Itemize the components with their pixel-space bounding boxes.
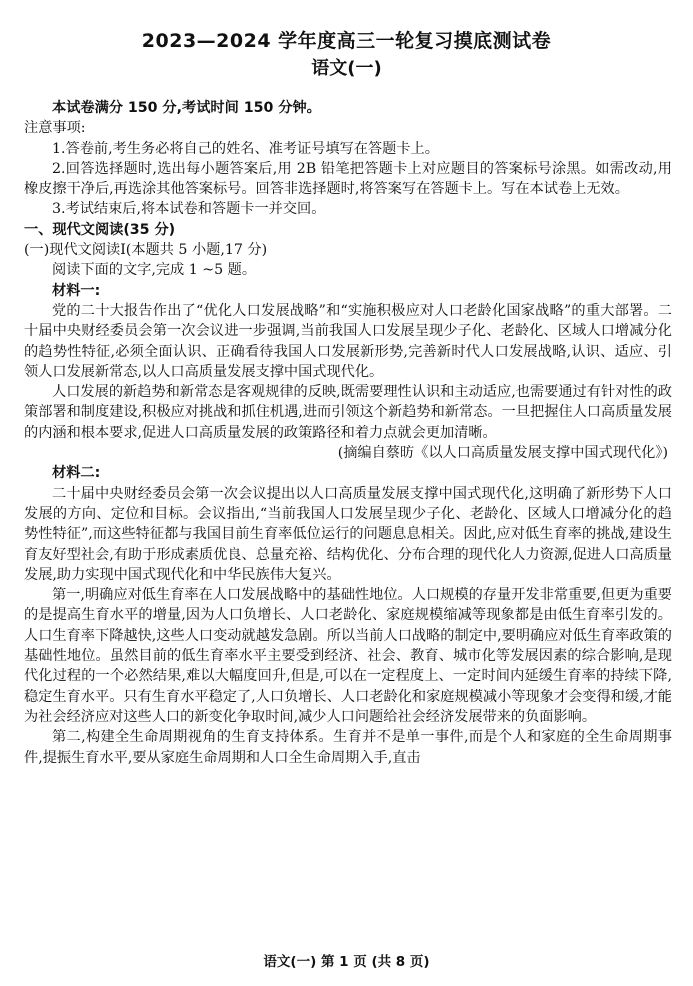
notice-item: 1.答卷前,考生务必将自己的姓名、准考证号填写在答题卡上。 (52, 140, 439, 157)
citation: (摘编自蔡昉《以人口高质量发展支撑中国式现代化》) (337, 445, 668, 462)
notice-item: 3.考试结束后,将本试卷和答题卡一并交回。 (52, 201, 326, 218)
section-heading: 一、现代文阅读(35 分) (24, 221, 176, 238)
reading-instruction: 阅读下面的文字,完成 1 ~5 题。 (52, 262, 257, 279)
page-footer: 语文(一) 第 1 页 (共 8 页) (263, 954, 430, 970)
material-two-label: 材料二: (52, 465, 101, 482)
exam-info: 本试卷满分 150 分,考试时间 150 分钟。 (52, 100, 321, 116)
material-paragraph: 人口发展的新趋势和新常态是客观规律的反映,既需要理性认识和主动适应,也需要通过有针对性的政策部署和制度建设,积极应对挑战和抓住机遇,进而引领这个新趋势和新常态。一旦把握住人口高质量发展的内涵和根本要求,促进人口高质量发展的政策路径和着力点就会更加清晰。 (24, 384, 672, 441)
exam-content (24, 98, 672, 768)
material-one-label: 材料一: (52, 282, 101, 299)
material-paragraph: 第一,明确应对低生育率在人口发展战略中的基础性地位。人口规模的存量开发非常重要,但更为重要的是提高生育水平的增量,因为人口负增长、人口老龄化、家庭规模缩减等现象都是由低生育率引发的。人口生育率下降越快,这些人口变动就越发急剧。所以当前人口战略的制定中,要明确应对低生育率政策的基础性地位。虽然目前的低生育率水平主要受到经济、社会、教育、城市化等发展因素的综合影响,是现代化过程的一个必然结果,难以大幅度回升,但是,可以在一定程度上、一定时间内延缓生育率的持续下降,稳定生育水平。只有生育水平稳定了,人口负增长、人口老龄化和家庭规模减小等现象才会变得和缓,才能为社会经济应对这些人口的新变化争取时间,减少人口问题给社会经济发展带来的负面影响。 (24, 587, 672, 725)
subsection-heading: (一)现代文阅读Ⅰ(本题共 5 小题,17 分) (24, 242, 268, 259)
exam-title: 2023—2024 学年度高三一轮复习摸底测试卷 (141, 30, 552, 52)
material-paragraph: 第二,构建全生命周期视角的生育支持体系。生育并不是单一事件,而是个人和家庭的全生命周期事件,提振生育水平,要从家庭生命周期和人口全生命周期入手,直击 (24, 729, 672, 766)
subject-subtitle: 语文(一) (311, 58, 382, 79)
notice-heading: 注意事项: (24, 120, 86, 137)
material-paragraph: 党的二十大报告作出了“优化人口发展战略”和“实施积极应对人口老龄化国家战略”的重大部署。二十届中央财经委员会第一次会议进一步强调,当前我国人口发展呈现少子化、老龄化、区域人口增减分化的趋势性特征,必须全面认识、正确看待我国人口发展新形势,完善新时代人口发展战略,认识、适应、引领人口发展新常态,以人口高质量发展支撑中国式现代化。 (24, 302, 672, 380)
material-paragraph: 二十届中央财经委员会第一次会议提出以人口高质量发展支撑中国式现代化,这明确了新形势下人口发展的方向、定位和目标。会议指出,“当前我国人口发展呈现少子化、老龄化、区域人口增减分化的趋势性特征”,而这些特征都与我国目前生育率低位运行的问题息息相关。因此,应对低生育率的挑战,建设生育友好型社会,有助于形成素质优良、总量充裕、结构优化、分布合理的现代化人力资源,促进人口高质量发展,助力实现中国式现代化和中华民族伟大复兴。 (24, 485, 672, 583)
notice-item: 2.回答选择题时,选出每小题答案后,用 2B 铅笔把答题卡上对应题目的答案标号涂黑。如需改动,用橡皮擦干净后,再选涂其他答案标号。回答非选择题时,将答案写在答题卡上。写在本试卷上无效。 (24, 160, 672, 198)
